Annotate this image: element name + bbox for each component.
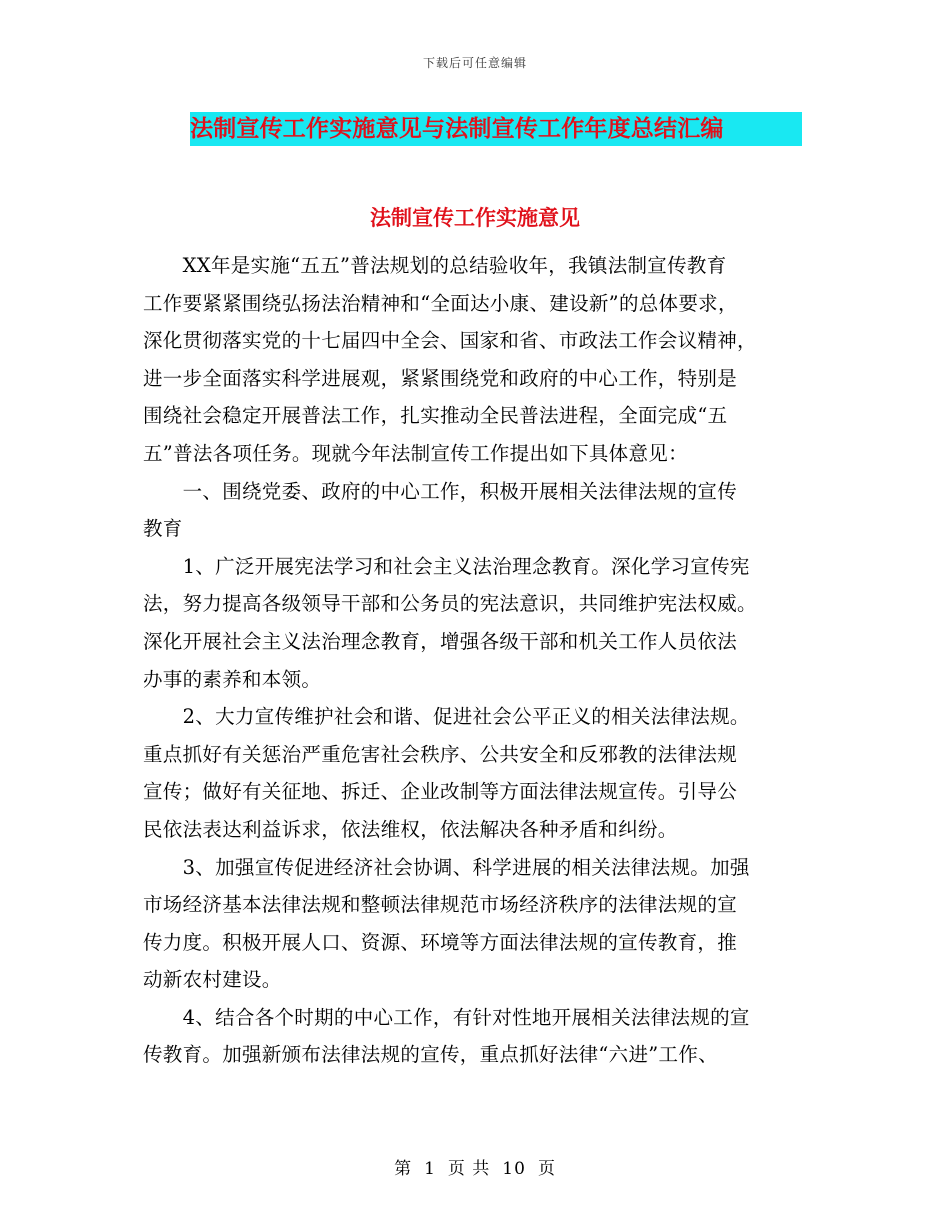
page-number: 1 — [424, 1159, 436, 1179]
body-line: 一、围绕党委、政府的中心工作，积极开展相关法律法规的宣传 — [143, 479, 738, 503]
body-line: 教育 — [143, 517, 183, 541]
page-footer — [0, 1154, 950, 1179]
page-mid: 页 共 — [447, 1159, 491, 1179]
body-line: XX年是实施“五五”普法规划的总结验收年，我镇法制宣传教育 — [143, 254, 727, 277]
body-line: 法，努力提高各级领导干部和公务员的宪法意识，共同维护宪法权威。 — [143, 592, 757, 616]
total-pages: 10 — [502, 1159, 526, 1179]
body-line: 动新农村建设。 — [143, 968, 282, 992]
main-title-highlight — [190, 112, 802, 146]
page-prefix: 第 — [394, 1159, 413, 1179]
body-line: 工作要紧紧围绕弘扬法治精神和“全面达小康、建设新”的总体要求， — [143, 291, 738, 315]
body-line: 进一步全面落实科学进展观，紧紧围绕党和政府的中心工作，特别是 — [143, 366, 738, 390]
body-line: 办事的素养和本领。 — [143, 667, 322, 691]
body-line: 4、结合各个时期的中心工作，有针对性地开展相关法律法规的宣 — [143, 1005, 750, 1029]
body-line: 深化开展社会主义法治理念教育，增强各级干部和机关工作人员依法 — [143, 629, 738, 653]
section-title: 法制宣传工作实施意见 — [370, 206, 580, 230]
body-line: 围绕社会稳定开展普法工作，扎实推动全民普法进程，全面完成“五 — [143, 404, 728, 428]
body-line: 五”普法各项任务。现就今年法制宣传工作提出如下具体意见： — [143, 441, 688, 465]
header-note: 下载后可任意编辑 — [422, 56, 527, 70]
body-text — [143, 247, 808, 1074]
body-line: 市场经济基本法律法规和整顿法律规范市场经济秩序的法律法规的宣 — [143, 893, 738, 917]
body-line: 民依法表达利益诉求，依法维权，依法解决各种矛盾和纠纷。 — [143, 817, 678, 841]
body-line: 重点抓好有关惩治严重危害社会秩序、公共安全和反邪教的法律法规 — [143, 742, 738, 766]
body-line: 2、大力宣传维护社会和谐、促进社会公平正义的相关法律法规。 — [143, 705, 750, 729]
body-line: 1、广泛开展宪法学习和社会主义法治理念教育。深化学习宣传宪 — [143, 554, 750, 578]
main-title: 法制宣传工作实施意见与法制宣传工作年度总结汇编 — [190, 116, 724, 142]
body-line: 3、加强宣传促进经济社会协调、科学进展的相关法律法规。加强 — [143, 855, 750, 879]
page-suffix: 页 — [537, 1159, 556, 1179]
body-line: 深化贯彻落实党的十七届四中全会、国家和省、市政法工作会议精神， — [143, 329, 757, 353]
body-line: 传力度。积极开展人口、资源、环境等方面法律法规的宣传教育，推 — [143, 930, 738, 954]
body-line: 传教育。加强新颁布法律法规的宣传，重点抓好法律“六进”工作、 — [143, 1043, 718, 1067]
body-line: 宣传；做好有关征地、拆迁、企业改制等方面法律法规宣传。引导公 — [143, 780, 738, 804]
